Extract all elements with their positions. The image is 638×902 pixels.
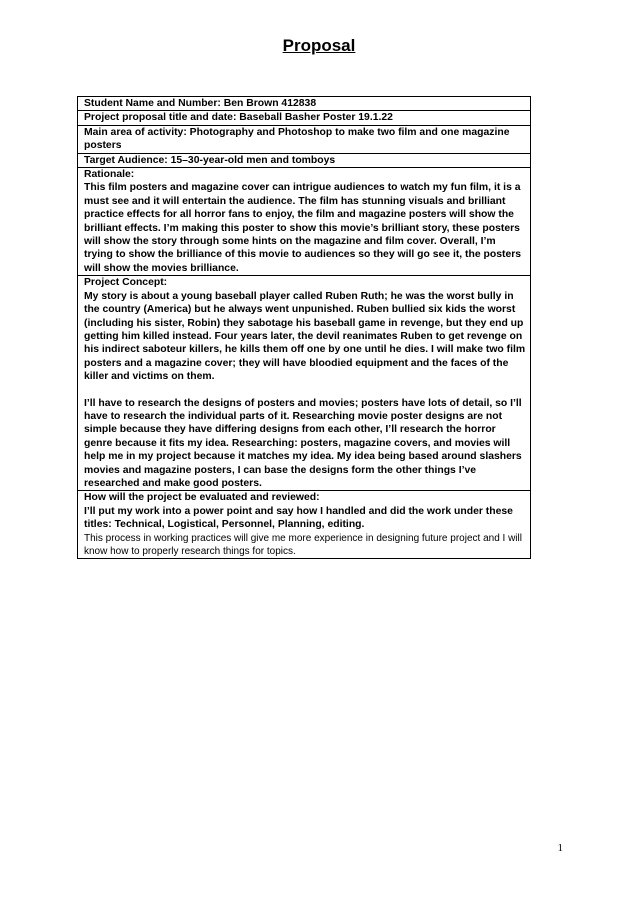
proposal-title-row: Project proposal title and date: Baseball Basher Poster 19.1.22 [78, 110, 530, 124]
concept-paragraph-2: I’ll have to research the designs of posters and movies; posters have lots of detail, so I’ll have to research the individual parts of it. Researching movie poster designs are not simple because they have differing designs from each other, I’ll research the horror genre because it fits my idea. Researching: posters, magazine covers, and movies will help me in my project because it matches my idea. My idea being based around slashers movies and magazine posters, I can base the designs form the other things I’ve researched and make good posters. [84, 397, 522, 489]
project-concept-row [78, 275, 530, 490]
concept-heading: Project Concept: [84, 277, 168, 289]
paragraph-gap [84, 384, 526, 397]
student-row: Student Name and Number: Ben Brown 412838 [84, 98, 317, 109]
page-title: Proposal [282, 36, 356, 55]
evaluation-heading: How will the project be evaluated and reviewed: [84, 492, 320, 504]
page-number: 1 [557, 842, 563, 854]
evaluation-row [78, 490, 530, 558]
rationale-body: This film posters and magazine cover can intrigue audiences to watch my fun film, it is a must see and it will entertain the audience. The film has stunning visuals and brilliant practice effects for all horror fans to enjoy, the film and magazine posters will show the brilliant effects. I’m making this poster to show this movie’s brilliant story, these posters will show the story through some hints on the magazine and film cover. Overall, I’m trying to show the brilliance of this movie to audiences so they will go see it, the posters will show the movies brilliance. [84, 182, 522, 274]
rationale-row [78, 167, 530, 275]
concept-paragraph-1: My story is about a young baseball player called Ruben Ruth; he was the worst bully in the country (America) but he always went unpunished. Ruben bullied six kids the worst (including his sister, Robin) they sabotage his baseball game in revenge, but they end up getting him killed instead. Four years later, the devil reanimates Ruben to get revenge on his indirect saboteur killers, he kills them off one by one until he dies. I will make two film posters and a magazine cover; they will have bloodied equipment and the faces of the killer and victims on them. [84, 290, 526, 383]
target-audience-row: Target Audience: 15–30-year-old men and tomboys [78, 153, 530, 167]
evaluation-body-bold: I’ll put my work into a power point and say how I handled and did the work under these titles: Technical, Logistical, Personnel, Planning, editing. [84, 505, 513, 531]
main-area-row: Main area of activity: Photography and Photoshop to make two film and one magazine posters [78, 125, 530, 153]
evaluation-body-normal: This process in working practices will give me more experience in designing future project and I will know how to properly research things for topics. [84, 532, 522, 557]
rationale-heading: Rationale: [84, 169, 135, 181]
proposal-table [77, 96, 531, 559]
